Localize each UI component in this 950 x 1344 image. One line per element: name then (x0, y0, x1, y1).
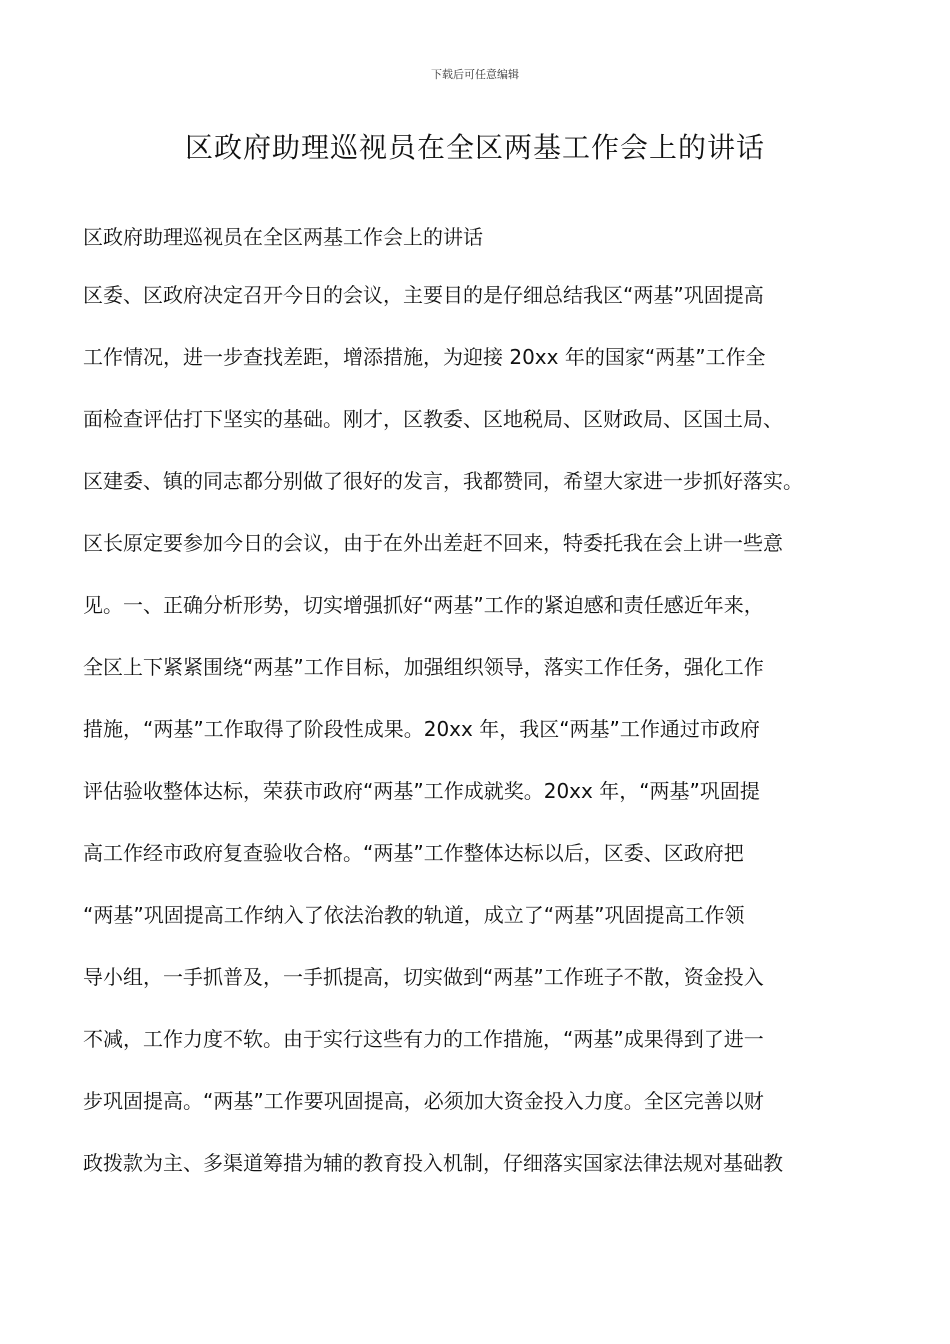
body-line: 面检查评估打下坚实的基础。刚才，区教委、区地税局、区财政局、区国土局、 (83, 407, 783, 431)
body-line: 高工作经市政府复查验收合格。“两基”工作整体达标以后，区委、区政府把 (83, 841, 744, 865)
body-line: 区长原定要参加今日的会议，由于在外出差赶不回来，特委托我在会上讲一些意 (83, 531, 783, 555)
body-line: 区委、区政府决定召开今日的会议，主要目的是仔细总结我区“两基”巩固提高 (83, 283, 764, 307)
header-note: 下载后可任意编辑 (431, 68, 519, 81)
body-line: 导小组，一手抓普及，一手抓提高，切实做到“两基”工作班子不散，资金投入 (83, 965, 764, 989)
body-line: 评估验收整体达标，荣获市政府“两基”工作成就奖。20xx 年，“两基”巩固提 (83, 779, 760, 803)
document-body (83, 280, 883, 1210)
body-line: 见。一、正确分析形势，切实增强抓好“两基”工作的紧迫感和责任感近年来， (83, 593, 764, 617)
body-line: 区建委、镇的同志都分别做了很好的发言，我都赞同，希望大家进一步抓好落实。 (83, 469, 803, 493)
body-line: 工作情况，进一步查找差距，增添措施，为迎接 20xx 年的国家“两基”工作全 (83, 345, 766, 369)
body-line: 不减，工作力度不软。由于实行这些有力的工作措施，“两基”成果得到了进一 (83, 1027, 764, 1051)
document-subtitle: 区政府助理巡视员在全区两基工作会上的讲话 (83, 225, 483, 249)
body-line: “两基”巩固提高工作纳入了依法治教的轨道，成立了“两基”巩固提高工作领 (83, 903, 745, 927)
body-line: 步巩固提高。“两基”工作要巩固提高，必须加大资金投入力度。全区完善以财 (83, 1089, 764, 1113)
body-line: 措施，“两基”工作取得了阶段性成果。20xx 年，我区“两基”工作通过市政府 (83, 717, 760, 741)
body-line: 政拨款为主、多渠道筹措为辅的教育投入机制，仔细落实国家法律法规对基础教 (83, 1151, 783, 1175)
body-line: 全区上下紧紧围绕“两基”工作目标，加强组织领导，落实工作任务，强化工作 (83, 655, 764, 679)
document-title: 区政府助理巡视员在全区两基工作会上的讲话 (184, 131, 765, 164)
